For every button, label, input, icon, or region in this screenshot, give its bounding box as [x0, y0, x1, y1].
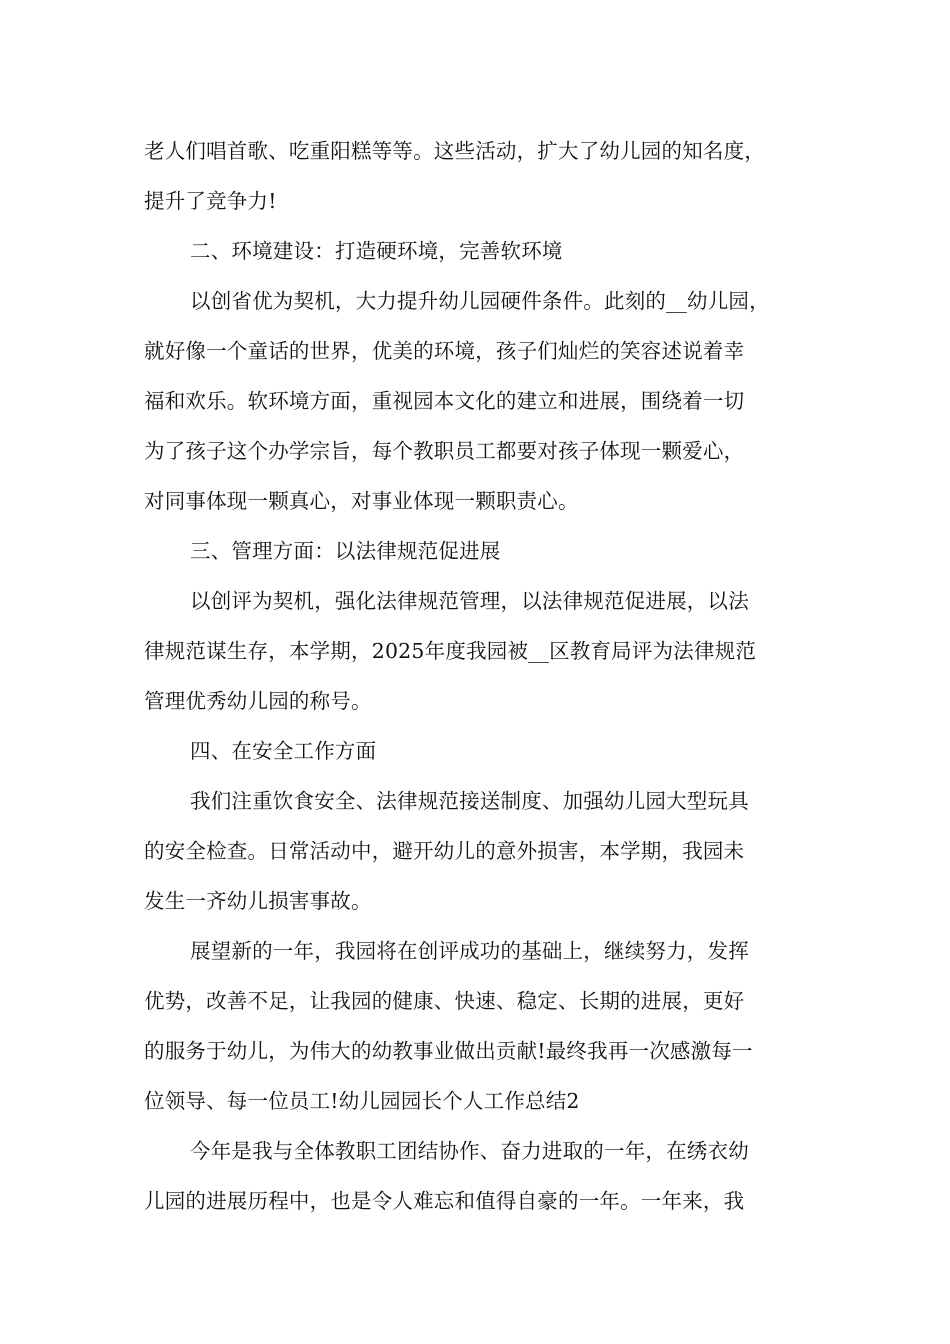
text-line: 就好像一个童话的世界，优美的环境，孩子们灿烂的笑容述说着幸 [144, 339, 745, 363]
text-line: 展望新的一年，我园将在创评成功的基础上，继续努力，发挥 [190, 939, 749, 963]
text-line: 对同事体现一颗真心，对事业体现一颗职责心。 [144, 489, 579, 513]
section-heading: 三、管理方面：以法律规范促进展 [190, 539, 501, 563]
text-line: 为了孩子这个办学宗旨，每个教职员工都要对孩子体现一颗爱心， [144, 439, 745, 463]
document-body [144, 126, 834, 1226]
text-line: 儿园的进展历程中，也是令人难忘和值得自豪的一年。一年来，我 [144, 1189, 745, 1213]
text-line: 优势，改善不足，让我园的健康、快速、稳定、长期的进展，更好 [144, 989, 745, 1013]
text-line: 的服务于幼儿，为伟大的幼教事业做出贡献!最终我再一次感激每一 [144, 1039, 753, 1063]
text-line: 以创评为契机，强化法律规范管理，以法律规范促进展，以法 [190, 589, 749, 613]
text-line: 发生一齐幼儿损害事故。 [144, 889, 372, 913]
text-line: 福和欢乐。软环境方面，重视园本文化的建立和进展，围绕着一切 [144, 389, 745, 413]
text-line: 提升了竞争力! [144, 189, 277, 213]
text-line: 管理优秀幼儿园的称号。 [144, 689, 372, 713]
text-line: 以创省优为契机，大力提升幼儿园硬件条件。此刻的__幼儿园， [190, 289, 770, 313]
text-line: 今年是我与全体教职工团结协作、奋力进取的一年，在绣衣幼 [190, 1139, 749, 1163]
text-line: 老人们唱首歌、吃重阳糕等等。这些活动，扩大了幼儿园的知名度， [144, 139, 765, 163]
section-heading: 二、环境建设：打造硬环境，完善软环境 [190, 239, 563, 263]
text-line: 我们注重饮食安全、法律规范接送制度、加强幼儿园大型玩具 [190, 789, 749, 813]
section-heading: 四、在安全工作方面 [190, 739, 377, 763]
text-line: 律规范谋生存，本学期，2025年度我园被__区教育局评为法律规范 [144, 639, 757, 663]
text-line: 位领导、每一位员工!幼儿园园长个人工作总结2 [144, 1089, 580, 1113]
text-line: 的安全检查。日常活动中，避开幼儿的意外损害，本学期，我园未 [144, 839, 745, 863]
